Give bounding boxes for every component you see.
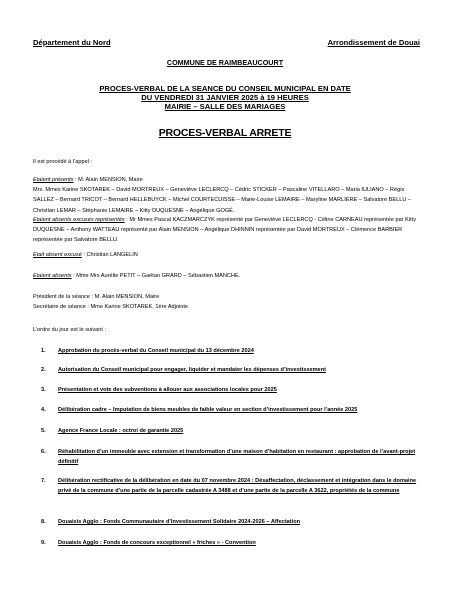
session-title-line-1: PROCES-VERBAL DE LA SEANCE DU CONSEIL MUNICIPAL EN DATE <box>99 84 351 93</box>
agenda-item-number: 7. <box>41 478 46 484</box>
agenda-item-text: Délibération cadre – Imputation de biens meubles de faible valeur en section d’investissement pour l’année 2025 <box>58 407 358 413</box>
session-title-line-2: DU VENDREDI 31 JANVIER 2025 à 19 HEURES <box>141 93 309 102</box>
agenda-item <box>41 426 428 436</box>
agenda-item-text: Réhabilitation d’un immeuble avec extension et transformation d’une maison d’habitation en restaurant : approbation de l’avant-projet définitif <box>58 449 416 465</box>
agenda-item <box>41 365 428 375</box>
absent-label: Etaient absents <box>33 273 72 279</box>
agenda-item <box>41 538 428 548</box>
department-header: Département du Nord <box>33 38 111 47</box>
agenda-item-number: 1. <box>41 348 46 354</box>
session-title-line-3: MAIRIE – SALLE DES MARIAGES <box>164 102 286 111</box>
roll-call-intro: Il est procédé à l’appel : <box>33 159 93 165</box>
agenda-item-text: Autorisation du Conseil municipal pour engager, liquider et mandater les dépenses d’investissement <box>58 367 326 373</box>
present-mayor: : M. Alain MENSION, Maire <box>73 177 143 183</box>
present-label: Etaient présents <box>33 177 74 183</box>
absent-block <box>33 271 425 281</box>
agenda-item-text: Douaisis Agglo : Fonds Communautaire d’Investissement Solidaire 2024-2026 – Affectation <box>58 519 301 525</box>
agenda-item-text: Délibération rectificative de la délibération en date du 07 novembre 2024 : Désaffectation, déclassement et intégration dans le domaine privé de la commune d’une partie de la parcelle cadastrée A 3488 et d’une partie de la parcelle A 3622, propriétés de la commune <box>58 478 417 494</box>
absent-excused-label: Etait absent excusé <box>33 252 82 258</box>
document-main-title: PROCES-VERBAL ARRETE <box>158 127 292 139</box>
agenda-item <box>41 517 428 527</box>
excused-represented-block <box>33 215 425 246</box>
agenda-item-number: 5. <box>41 428 46 434</box>
arrondissement-header: Arrondissement de Douai <box>327 38 420 47</box>
commune-title: COMMUNE DE RAIMBEAUCOURT <box>166 58 284 67</box>
agenda-item <box>41 476 428 496</box>
absent-excused-block <box>33 250 425 260</box>
session-president: Président de la séance : M. Alain MENSION, Maire <box>33 294 160 300</box>
agenda-item <box>41 405 428 415</box>
agenda-item-text: Approbation du procès-verbal du Conseil municipal du 13 décembre 2024 <box>58 348 254 354</box>
agenda-item-number: 8. <box>41 519 46 525</box>
agenda-item <box>41 385 428 395</box>
agenda-item <box>41 447 428 467</box>
excused-represented-text: : Mr Mmes Pascal KACZMARCZYK représenté par Geneviève LECLERCQ - Céline CARNEAU représentée par Kitty DUQUESNE – Anthony WATTEAU représenté par Alain MENSION – Angélique DHINNIN représentée par David MORTREUX – Clémence BARBIER représentée par Salvatore BELLU. <box>33 217 417 244</box>
agenda-item-number: 9. <box>41 540 46 546</box>
agenda-item-text: Agence France Locale : octroi de garantie 2025 <box>58 428 184 434</box>
present-members-list: Mrs. Mmes Karine SKOTAREK – David MORTREUX – Geneviève LECLERCQ – Cédric STICKER – Pascaline VITELLARO – Maria IULIANO – Régis SALLEZ – Bernard TRICOT – Bernard HELLEBUYCK – Michel COURTECUISSE – Marie-Louise LEMAIRE – Maryline MARLIERE – Salvatore BELLU – Christian LEMAR – Stéphanie LEMAIRE – Kitty DUQUESNE – Angélique GOGÉ. <box>33 187 412 214</box>
agenda-item-number: 4. <box>41 407 46 413</box>
present-members-block <box>33 175 425 216</box>
agenda-item-text: Présentation et vote des subventions à allouer aux associations locales pour 2025 <box>58 387 277 393</box>
absent-text: : Mme Mrs Aurélie PETIT – Gaëtan GRARD – Sébastien MANCHE. <box>71 273 241 279</box>
excused-represented-label: Etaient absents excusés représentés <box>33 217 125 223</box>
agenda-item-number: 3. <box>41 387 46 393</box>
agenda-item-number: 6. <box>41 449 46 455</box>
session-officers <box>33 292 425 312</box>
agenda-intro: L’ordre du jour est le suivant : <box>33 327 107 333</box>
agenda-item-number: 2. <box>41 367 46 373</box>
session-secretary: Secrétaire de séance : Mme Karine SKOTAREK, 1ère Adjointe <box>33 304 189 311</box>
agenda-item-text: Douaisis Agglo : Fonds de concours exceptionnel « friches » - Convention <box>58 540 256 546</box>
agenda-item <box>41 346 428 356</box>
absent-excused-text: : Christian LANGELIN <box>81 252 138 258</box>
